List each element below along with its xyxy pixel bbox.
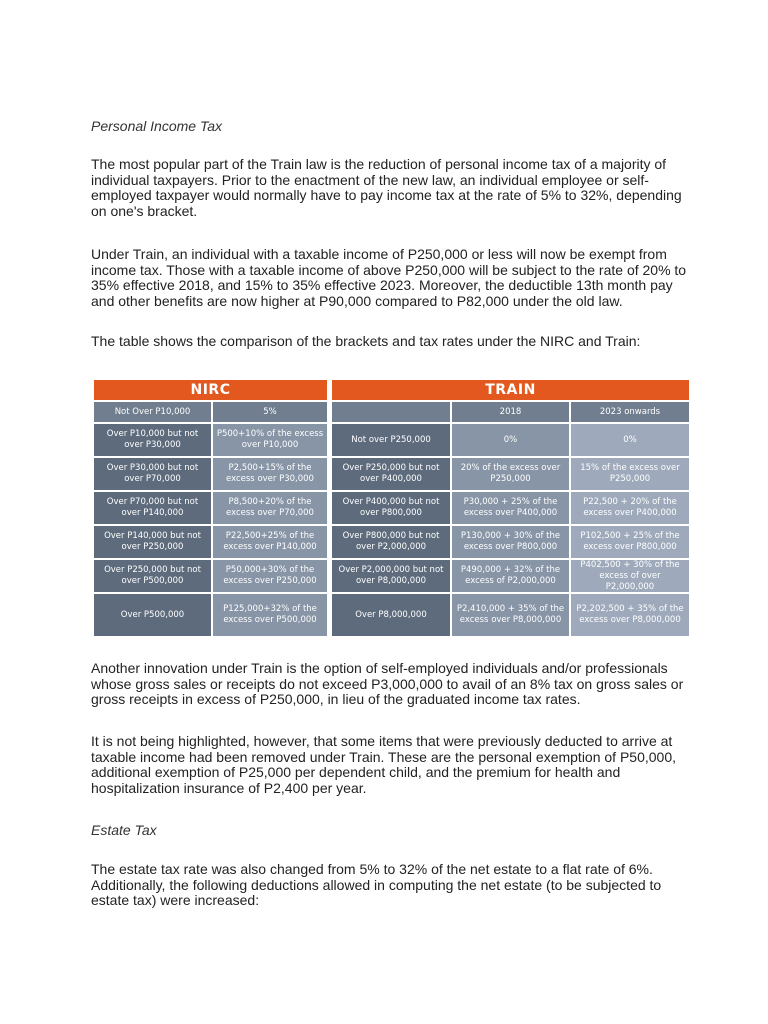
nirc-rate-cell: 5% [213,402,327,422]
nirc-bracket-cell: Over P500,000 [94,594,211,636]
train-bracket-cell: Over P250,000 but not over P400,000 [332,458,450,490]
train-2018-cell: 20% of the excess over P250,000 [452,458,569,490]
nirc-header: NIRC [94,380,327,400]
train-year-2018: 2018 [452,402,569,422]
paragraph-5: It is not being highlighted, however, that some items that were previously deducted to arrive at taxable income had been removed under Train. These are the personal exemption of P50,000, additional exemption of P25,000 per dependent child, and the premium for health and hospitalization insurance of P2,400 per year. [91,733,677,796]
personal-income-tax-heading: Personal Income Tax [91,118,222,134]
paragraph-1: The most popular part of the Train law is the reduction of personal income tax of a majority of individual taxpayers. Prior to the enactment of the new law, an individual employee or self-employed taxpayer would normally have to pay income tax at the rate of 5% to 32%, depending on one's bracket. [91,156,682,219]
nirc-rate-cell: P8,500+20% of the excess over P70,000 [213,492,327,524]
train-2023-cell: P2,202,500 + 35% of the excess over P8,000,000 [571,594,689,636]
paragraph-4: Another innovation under Train is the option of self-employed individuals and/or professionals whose gross sales or receipts do not exceed P3,000,000 to avail of an 8% tax on gross sales or gross receipts in excess of P250,000, in lieu of the graduated income tax rates. [91,660,684,707]
train-2018-cell: P130,000 + 30% of the excess over P800,000 [452,526,569,558]
nirc-rate-cell: P2,500+15% of the excess over P30,000 [213,458,327,490]
nirc-rate-cell: P22,500+25% of the excess over P140,000 [213,526,327,558]
train-2023-cell: 0% [571,424,689,456]
nirc-bracket-cell: Over P30,000 but not over P70,000 [94,458,211,490]
train-bracket-cell: Over P8,000,000 [332,594,450,636]
train-bracket-cell: Over P2,000,000 but not over P8,000,000 [332,560,450,592]
train-year-2023: 2023 onwards [571,402,689,422]
train-bracket-cell: Over P800,000 but not over P2,000,000 [332,526,450,558]
nirc-rate-cell: P50,000+30% of the excess over P250,000 [213,560,327,592]
paragraph-6: The estate tax rate was also changed from 5% to 32% of the net estate to a flat rate of 6%. Additionally, the following deductions allowed in computing the net estate (to be subjected to estate tax) were increased: [91,861,662,908]
tax-comparison-table [94,380,689,638]
train-bracket-cell: Over P400,000 but not over P800,000 [332,492,450,524]
train-2023-cell: P402,500 + 30% of the excess of over P2,000,000 [571,560,689,592]
train-2023-cell: 15% of the excess over P250,000 [571,458,689,490]
train-bracket-cell: Not over P250,000 [332,424,450,456]
paragraph-3: The table shows the comparison of the brackets and tax rates under the NIRC and Train: [91,333,641,349]
train-2023-cell: P102,500 + 25% of the excess over P800,000 [571,526,689,558]
nirc-bracket-cell: Over P10,000 but not over P30,000 [94,424,211,456]
nirc-bracket-cell: Not Over P10,000 [94,402,211,422]
train-2018-cell: 0% [452,424,569,456]
nirc-bracket-cell: Over P140,000 but not over P250,000 [94,526,211,558]
train-subheader-blank [332,402,450,422]
train-2018-cell: P30,000 + 25% of the excess over P400,000 [452,492,569,524]
nirc-bracket-cell: Over P70,000 but not over P140,000 [94,492,211,524]
train-2018-cell: P2,410,000 + 35% of the excess over P8,000,000 [452,594,569,636]
train-header: TRAIN [332,380,689,400]
nirc-rate-cell: P500+10% of the excess over P10,000 [213,424,327,456]
train-2023-cell: P22,500 + 20% of the excess over P400,000 [571,492,689,524]
nirc-bracket-cell: Over P250,000 but not over P500,000 [94,560,211,592]
paragraph-2: Under Train, an individual with a taxable income of P250,000 or less will now be exempt from income tax. Those with a taxable income of above P250,000 will be subject to the rate of 20% to 35% effective 2018, and 15% to 35% effective 2023. Moreover, the deductible 13th month pay and other benefits are now higher at P90,000 compared to P82,000 under the old law. [91,246,687,309]
train-2018-cell: P490,000 + 32% of the excess of P2,000,000 [452,560,569,592]
estate-tax-heading: Estate Tax [91,822,157,838]
nirc-rate-cell: P125,000+32% of the excess over P500,000 [213,594,327,636]
